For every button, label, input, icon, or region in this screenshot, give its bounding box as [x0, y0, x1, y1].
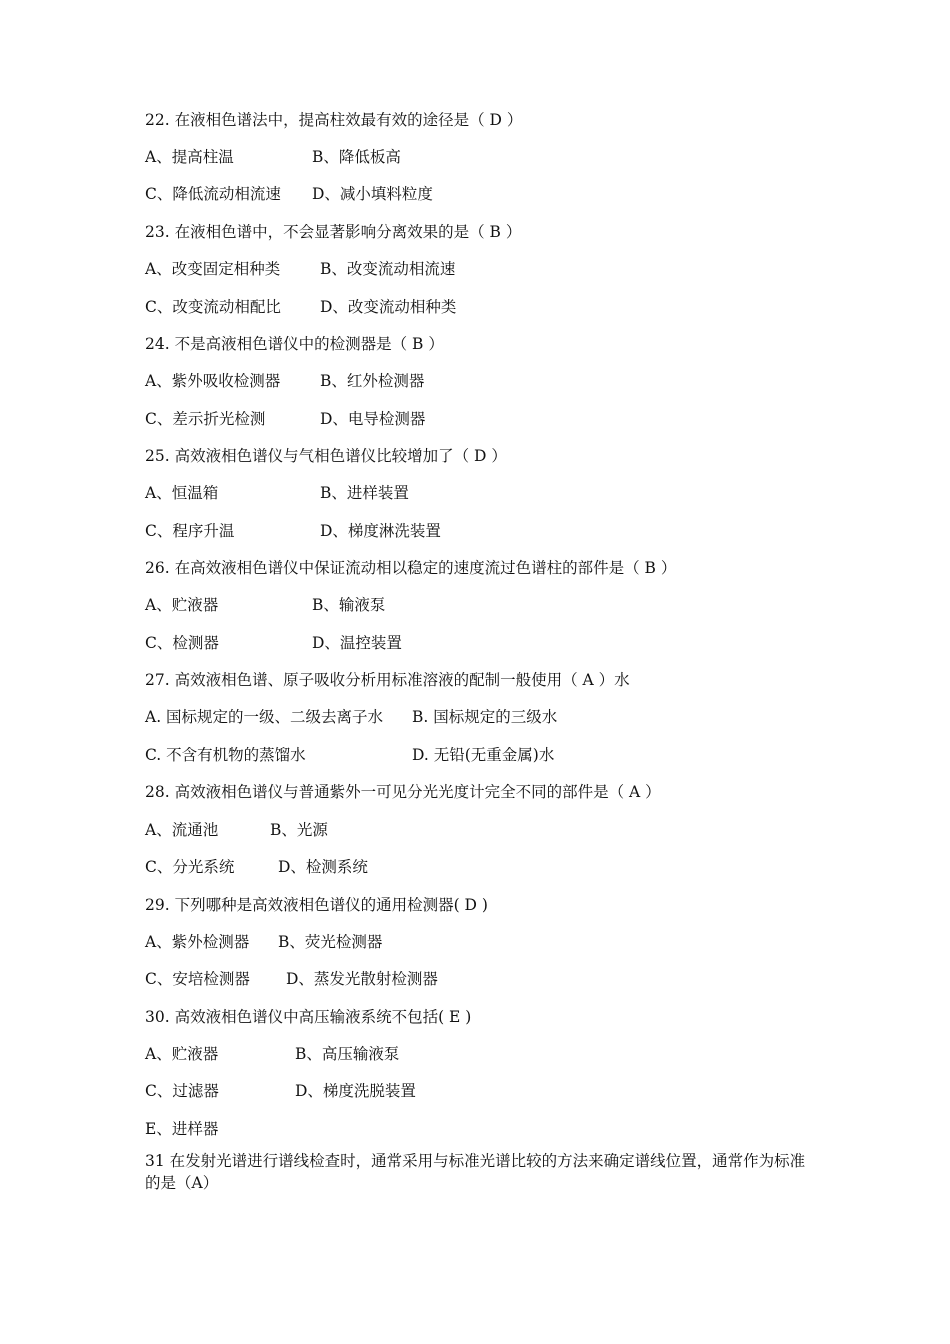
question-25-row-2 — [145, 521, 441, 541]
question-28-row-1 — [145, 820, 328, 840]
question-27-stem: 27. 高效液相色谱、原子吸收分析用标准溶液的配制一般使用（ A ）水 — [145, 671, 630, 689]
option-b: B、红外检测器 — [320, 372, 425, 390]
question-30-stem: 30. 高效液相色谱仪中高压输液系统不包括( E ) — [145, 1008, 472, 1026]
question-25-row-1 — [145, 483, 409, 503]
option-a: A. 国标规定的一级、二级去离子水 — [145, 708, 384, 726]
question-23-row-2 — [145, 297, 457, 317]
option-d: D、电导检测器 — [320, 410, 426, 428]
option-a: A、贮液器 — [145, 596, 219, 614]
option-a: A、流通池 — [145, 821, 219, 839]
question-27-row-1 — [145, 707, 558, 727]
question-24-stem: 24. 不是高液相色谱仪中的检测器是（ B ） — [145, 335, 444, 353]
option-b: B、降低板高 — [312, 148, 401, 166]
question-23-stem: 23. 在液相色谱中，不会显著影响分离效果的是（ B ） — [145, 223, 522, 241]
option-a: A、恒温箱 — [145, 484, 219, 502]
question-26-stem: 26. 在高效液相色谱仪中保证流动相以稳定的速度流过色谱柱的部件是（ B ） — [145, 559, 677, 577]
question-22-row-2 — [145, 184, 433, 204]
question-29-stem: 29. 下列哪种是高效液相色谱仪的通用检测器( D ) — [145, 896, 488, 914]
question-28-stem: 28. 高效液相色谱仪与普通紫外一可见分光光度计完全不同的部件是（ A ） — [145, 783, 661, 801]
question-26-row-2 — [145, 633, 402, 653]
option-a: A、提高柱温 — [145, 148, 234, 166]
option-d: D、改变流动相种类 — [320, 298, 457, 316]
option-a: A、紫外检测器 — [145, 933, 250, 951]
option-a: A、贮液器 — [145, 1045, 219, 1063]
option-c: C、检测器 — [145, 634, 219, 652]
question-24-row-2 — [145, 409, 426, 429]
question-29-row-2 — [145, 969, 438, 989]
option-b: B、进样装置 — [320, 484, 409, 502]
option-e: E、进样器 — [145, 1120, 219, 1138]
option-a: A、紫外吸收检测器 — [145, 372, 281, 390]
option-b: B、荧光检测器 — [278, 933, 383, 951]
question-22-row-1 — [145, 147, 401, 167]
question-30-row-2 — [145, 1081, 416, 1101]
option-d: D、减小填料粒度 — [312, 185, 433, 203]
option-b: B. 国标规定的三级水 — [412, 708, 558, 726]
option-d: D、蒸发光散射检测器 — [286, 970, 438, 988]
option-c: C. 不含有机物的蒸馏水 — [145, 746, 306, 764]
question-29-row-1 — [145, 932, 383, 952]
option-c: C、过滤器 — [145, 1082, 219, 1100]
question-30-row-1 — [145, 1044, 400, 1064]
option-b: B、输液泵 — [312, 596, 386, 614]
question-24-row-1 — [145, 371, 425, 391]
option-b: B、光源 — [270, 821, 328, 839]
option-c: C、差示折光检测 — [145, 410, 266, 428]
question-25-stem: 25. 高效液相色谱仪与气相色谱仪比较增加了（ D ） — [145, 447, 507, 465]
option-d: D、检测系统 — [278, 858, 368, 876]
option-d: D. 无铅(无重金属)水 — [412, 746, 555, 764]
option-d: D、温控装置 — [312, 634, 402, 652]
option-c: C、程序升温 — [145, 522, 235, 540]
option-c: C、降低流动相流速 — [145, 185, 281, 203]
question-27-row-2 — [145, 745, 555, 765]
option-a: A、改变固定相种类 — [145, 260, 281, 278]
option-b: B、改变流动相流速 — [320, 260, 456, 278]
option-c: C、改变流动相配比 — [145, 298, 281, 316]
option-d: D、梯度淋洗装置 — [320, 522, 441, 540]
question-28-row-2 — [145, 857, 368, 877]
question-31-stem: 31 在发射光谱进行谱线检查时，通常采用与标准光谱比较的方法来确定谱线位置，通常作为标准的是（A） — [145, 1152, 806, 1192]
option-b: B、高压输液泵 — [295, 1045, 400, 1063]
question-26-row-1 — [145, 595, 386, 615]
option-d: D、梯度洗脱装置 — [295, 1082, 416, 1100]
question-30-row-3 — [145, 1119, 218, 1139]
option-c: C、安培检测器 — [145, 970, 250, 988]
question-23-row-1 — [145, 259, 456, 279]
question-22-stem: 22. 在液相色谱法中，提高柱效最有效的途径是（ D ） — [145, 111, 523, 129]
option-c: C、分光系统 — [145, 858, 235, 876]
